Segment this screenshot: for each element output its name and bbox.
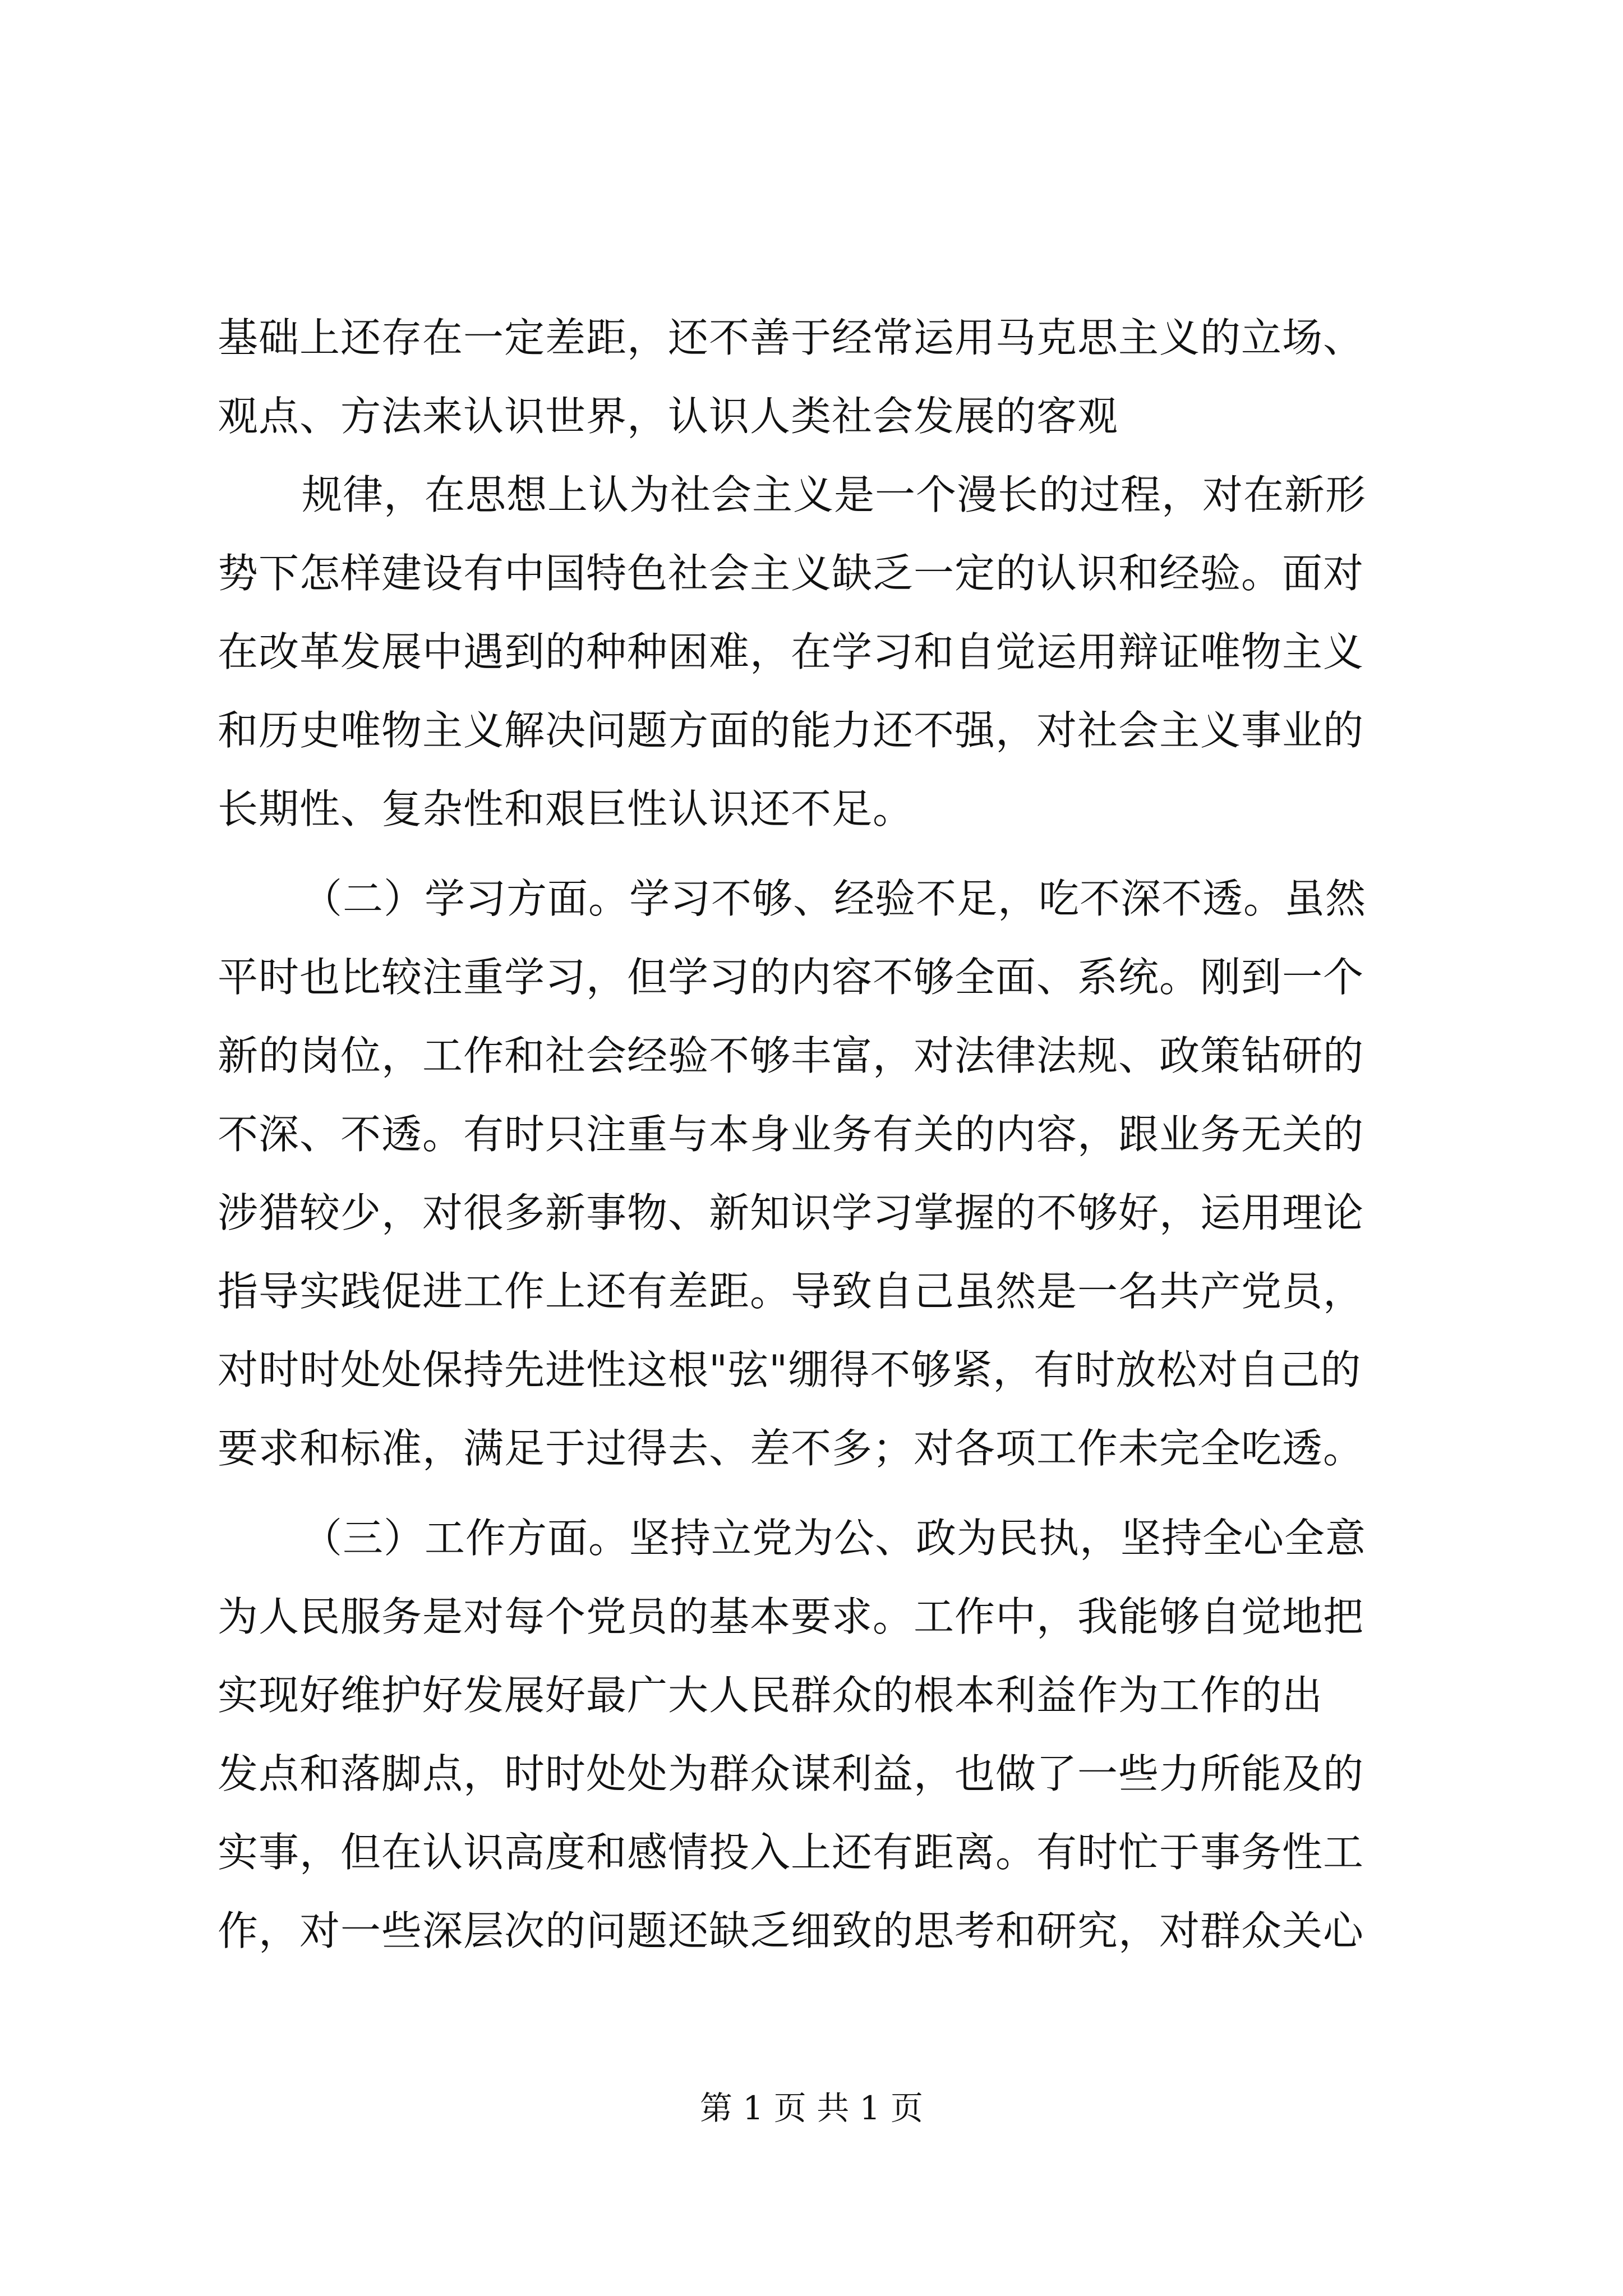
text-line: 对时时处处保持先进性这根"弦"绷得不够紧，有时放松对自己的 [218,1346,1362,1393]
text-line: 势下怎样建设有中国特色社会主义缺乏一定的认识和经验。面对 [218,550,1364,597]
text-line: 长期性、复杂性和艰巨性认识还不足。 [218,785,914,832]
text-line: 基础上还存在一定差距，还不善于经常运用马克思主义的立场、 [218,314,1364,361]
text-line: 作，对一些深层次的问题还缺乏细致的思考和研究，对群众关心 [218,1907,1364,1954]
text-line: 不深、不透。有时只注重与本身业务有关的内容，跟业务无关的 [218,1111,1364,1158]
text-line: 实事，但在认识高度和感情投入上还有距离。有时忙于事务性工 [218,1829,1364,1876]
text-line: 涉猎较少，对很多新事物、新知识学习掌握的不够好，运用理论 [218,1189,1364,1236]
text-line: 在改革发展中遇到的种种困难，在学习和自觉运用辩证唯物主义 [218,628,1364,675]
text-line: 观点、方法来认识世界，认识人类社会发展的客观 [218,393,1119,440]
text-line: （三）工作方面。坚持立党为公、政为民执，坚持全心全意 [302,1515,1367,1562]
text-line: 规律，在思想上认为社会主义是一个漫长的过程，对在新形 [302,471,1367,518]
text-line: 新的岗位，工作和社会经验不够丰富，对法律法规、政策钻研的 [218,1032,1364,1079]
text-line: 平时也比较注重学习，但学习的内容不够全面、系统。刚到一个 [218,954,1364,1001]
text-line: 实现好维护好发展好最广大人民群众的根本利益作为工作的出 [218,1672,1324,1719]
text-line: 和历史唯物主义解决问题方面的能力还不强，对社会主义事业的 [218,707,1364,754]
text-line: 发点和落脚点，时时处处为群众谋利益，也做了一些力所能及的 [218,1750,1364,1797]
text-line: （二）学习方面。学习不够、经验不足，吃不深不透。虽然 [302,875,1367,922]
page-number-footer: 第 1 页 共 1 页 [700,2089,923,2127]
text-line: 指导实践促进工作上还有差距。导致自己虽然是一名共产党员， [218,1268,1364,1315]
text-line: 要求和标准，满足于过得去、差不多；对各项工作未完全吃透。 [218,1425,1364,1472]
text-line: 为人民服务是对每个党员的基本要求。工作中，我能够自觉地把 [218,1593,1364,1640]
